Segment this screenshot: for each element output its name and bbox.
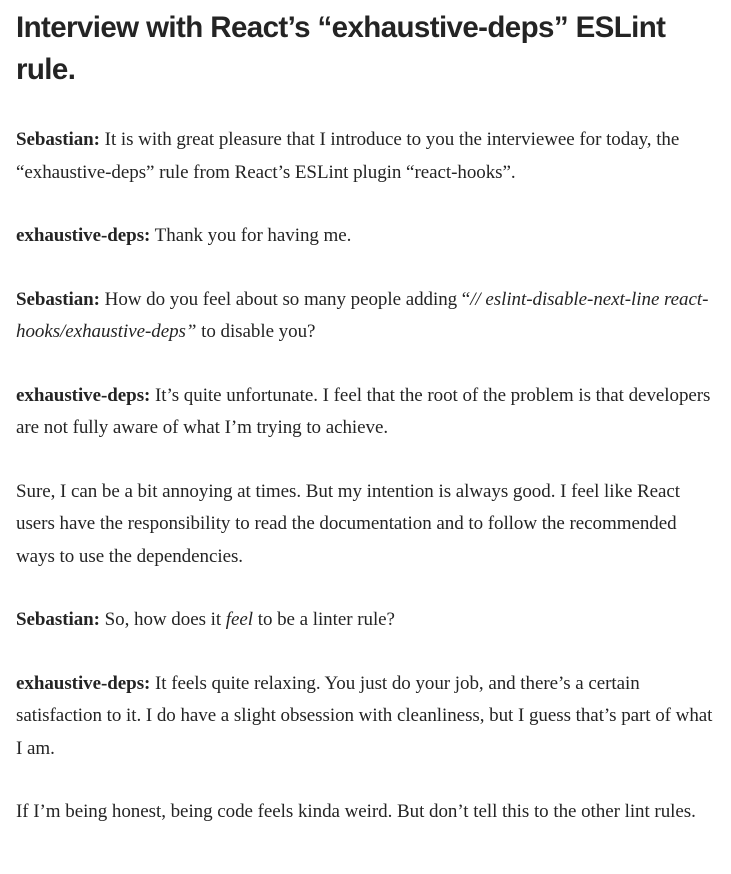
code-comment-text: // eslint-disable-next-line react-hooks/exhaustive-deps” <box>16 288 709 342</box>
paragraph-6 <box>16 604 716 637</box>
paragraph-3 <box>16 284 716 349</box>
paragraph-text: Sure, I can be a bit annoying at times. But my intention is always good. I feel like React users have the responsibility to read the documentation and to follow the recommended ways to use the dependencies. <box>16 480 681 567</box>
paragraph-7 <box>16 668 716 766</box>
paragraph-text: How do you feel about so many people adding “ <box>99 288 471 310</box>
paragraph-text: If I’m being honest, being code feels kinda weird. But don’t tell this to the other lint rules. <box>16 801 696 822</box>
speaker-label: exhaustive-deps: <box>16 672 151 694</box>
speaker-label: Sebastian: <box>16 129 100 150</box>
paragraph-text: Thank you for having me. <box>150 225 352 246</box>
paragraph-text: It’s quite unfortunate. I feel that the root of the problem is that developers are not fully aware of what I’m trying to achieve. <box>16 384 711 438</box>
paragraph-5 <box>16 476 716 574</box>
article <box>16 0 716 829</box>
speaker-label: Sebastian: <box>16 609 100 630</box>
paragraph-text: to disable you? <box>196 321 316 342</box>
speaker-label: Sebastian: <box>16 288 100 310</box>
article-title: Interview with React’s “exhaustive-deps” ESLint rule. <box>16 11 666 86</box>
paragraph-4 <box>16 380 716 445</box>
paragraph-text: to be a linter rule? <box>253 609 395 630</box>
emphasis-text: feel <box>225 609 254 630</box>
paragraph-8 <box>16 796 716 829</box>
speaker-label: exhaustive-deps: <box>16 225 151 246</box>
paragraph-text: It is with great pleasure that I introduce to you the interviewee for today, the “exhaustive-deps” rule from React’s ESLint plugin “react-hooks”. <box>16 129 680 183</box>
paragraph-2 <box>16 220 716 253</box>
paragraph-1 <box>16 124 716 189</box>
paragraph-text: It feels quite relaxing. You just do your job, and there’s a certain satisfaction to it. I do have a slight obsession with cleanliness, but I guess that’s part of what I am. <box>16 672 713 759</box>
paragraph-text: So, how does it <box>99 609 226 630</box>
speaker-label: exhaustive-deps: <box>16 384 151 406</box>
